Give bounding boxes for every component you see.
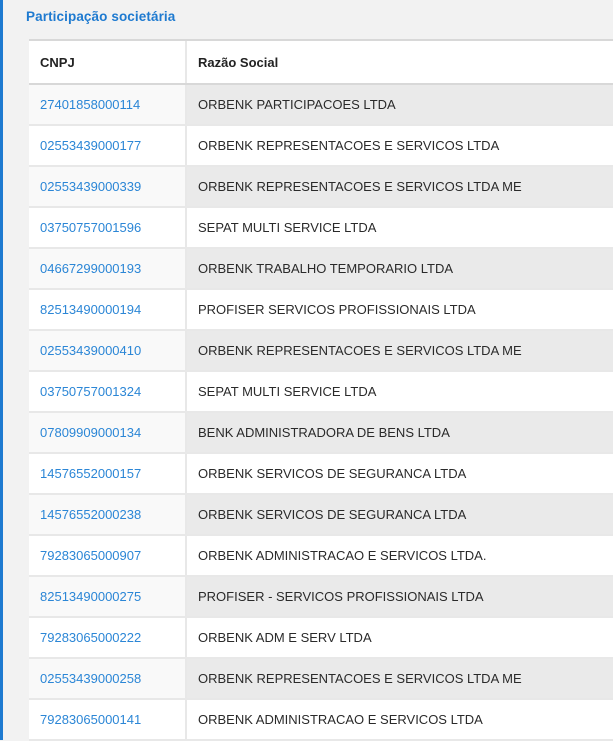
cnpj-cell — [29, 535, 186, 576]
cnpj-cell — [29, 617, 186, 658]
cnpj-cell — [29, 576, 186, 617]
table-header-row — [29, 40, 613, 84]
cnpj-cell — [29, 207, 186, 248]
cnpj-link[interactable]: 02553439000177 — [40, 138, 142, 153]
table-row — [29, 166, 613, 207]
table-row — [29, 371, 613, 412]
cnpj-cell — [29, 371, 186, 412]
razao-social-cell: ORBENK ADMINISTRACAO E SERVICOS LTDA — [186, 699, 613, 740]
cnpj-cell — [29, 248, 186, 289]
table-row — [29, 248, 613, 289]
cnpj-link[interactable]: 27401858000114 — [40, 97, 141, 112]
cnpj-link[interactable]: 03750757001324 — [40, 384, 142, 399]
cnpj-cell — [29, 412, 186, 453]
cnpj-cell — [29, 125, 186, 166]
cnpj-link[interactable]: 02553439000410 — [40, 343, 142, 358]
table-row — [29, 207, 613, 248]
razao-social-cell: PROFISER SERVICOS PROFISSIONAIS LTDA — [186, 289, 613, 330]
cnpj-link[interactable]: 07809909000134 — [40, 425, 142, 440]
razao-social-cell: ORBENK REPRESENTACOES E SERVICOS LTDA ME — [186, 658, 613, 699]
cnpj-link[interactable]: 02553439000339 — [40, 179, 142, 194]
table-row — [29, 125, 613, 166]
razao-social-cell: ORBENK ADM E SERV LTDA — [186, 617, 613, 658]
cnpj-cell — [29, 453, 186, 494]
table-row — [29, 453, 613, 494]
cnpj-cell — [29, 494, 186, 535]
table-row — [29, 494, 613, 535]
table-row — [29, 289, 613, 330]
razao-social-cell: ORBENK ADMINISTRACAO E SERVICOS LTDA. — [186, 535, 613, 576]
cnpj-link[interactable]: 79283065000907 — [40, 548, 142, 563]
table-row — [29, 699, 613, 740]
column-header-cnpj: CNPJ — [29, 40, 186, 84]
cnpj-cell — [29, 84, 186, 125]
table-row — [29, 617, 613, 658]
cnpj-cell — [29, 289, 186, 330]
razao-social-cell: ORBENK SERVICOS DE SEGURANCA LTDA — [186, 494, 613, 535]
cnpj-link[interactable]: 04667299000193 — [40, 261, 142, 276]
cnpj-cell — [29, 330, 186, 371]
table-row — [29, 576, 613, 617]
cnpj-link[interactable]: 14576552000157 — [40, 466, 142, 481]
cnpj-link[interactable]: 02553439000258 — [40, 671, 142, 686]
razao-social-cell: SEPAT MULTI SERVICE LTDA — [186, 207, 613, 248]
table-row — [29, 535, 613, 576]
razao-social-cell: ORBENK REPRESENTACOES E SERVICOS LTDA ME — [186, 166, 613, 207]
razao-social-cell: ORBENK REPRESENTACOES E SERVICOS LTDA — [186, 125, 613, 166]
cnpj-cell — [29, 166, 186, 207]
razao-social-cell: PROFISER - SERVICOS PROFISSIONAIS LTDA — [186, 576, 613, 617]
table-row — [29, 658, 613, 699]
cnpj-cell — [29, 658, 186, 699]
razao-social-cell: ORBENK PARTICIPACOES LTDA — [186, 84, 613, 125]
razao-social-cell: ORBENK REPRESENTACOES E SERVICOS LTDA ME — [186, 330, 613, 371]
cnpj-link[interactable]: 79283065000141 — [40, 712, 142, 727]
column-header-razao-social: Razão Social — [186, 40, 613, 84]
participacao-table — [29, 39, 613, 741]
razao-social-cell: ORBENK SERVICOS DE SEGURANCA LTDA — [186, 453, 613, 494]
razao-social-cell: BENK ADMINISTRADORA DE BENS LTDA — [186, 412, 613, 453]
cnpj-cell — [29, 699, 186, 740]
section-title: Participação societária — [26, 9, 176, 24]
cnpj-link[interactable]: 82513490000275 — [40, 589, 142, 604]
cnpj-link[interactable]: 03750757001596 — [40, 220, 142, 235]
table-row — [29, 412, 613, 453]
table-row — [29, 330, 613, 371]
cnpj-link[interactable]: 14576552000238 — [40, 507, 142, 522]
cnpj-link[interactable]: 79283065000222 — [40, 630, 142, 645]
razao-social-cell: ORBENK TRABALHO TEMPORARIO LTDA — [186, 248, 613, 289]
razao-social-cell: SEPAT MULTI SERVICE LTDA — [186, 371, 613, 412]
cnpj-link[interactable]: 82513490000194 — [40, 302, 142, 317]
table-row — [29, 84, 613, 125]
